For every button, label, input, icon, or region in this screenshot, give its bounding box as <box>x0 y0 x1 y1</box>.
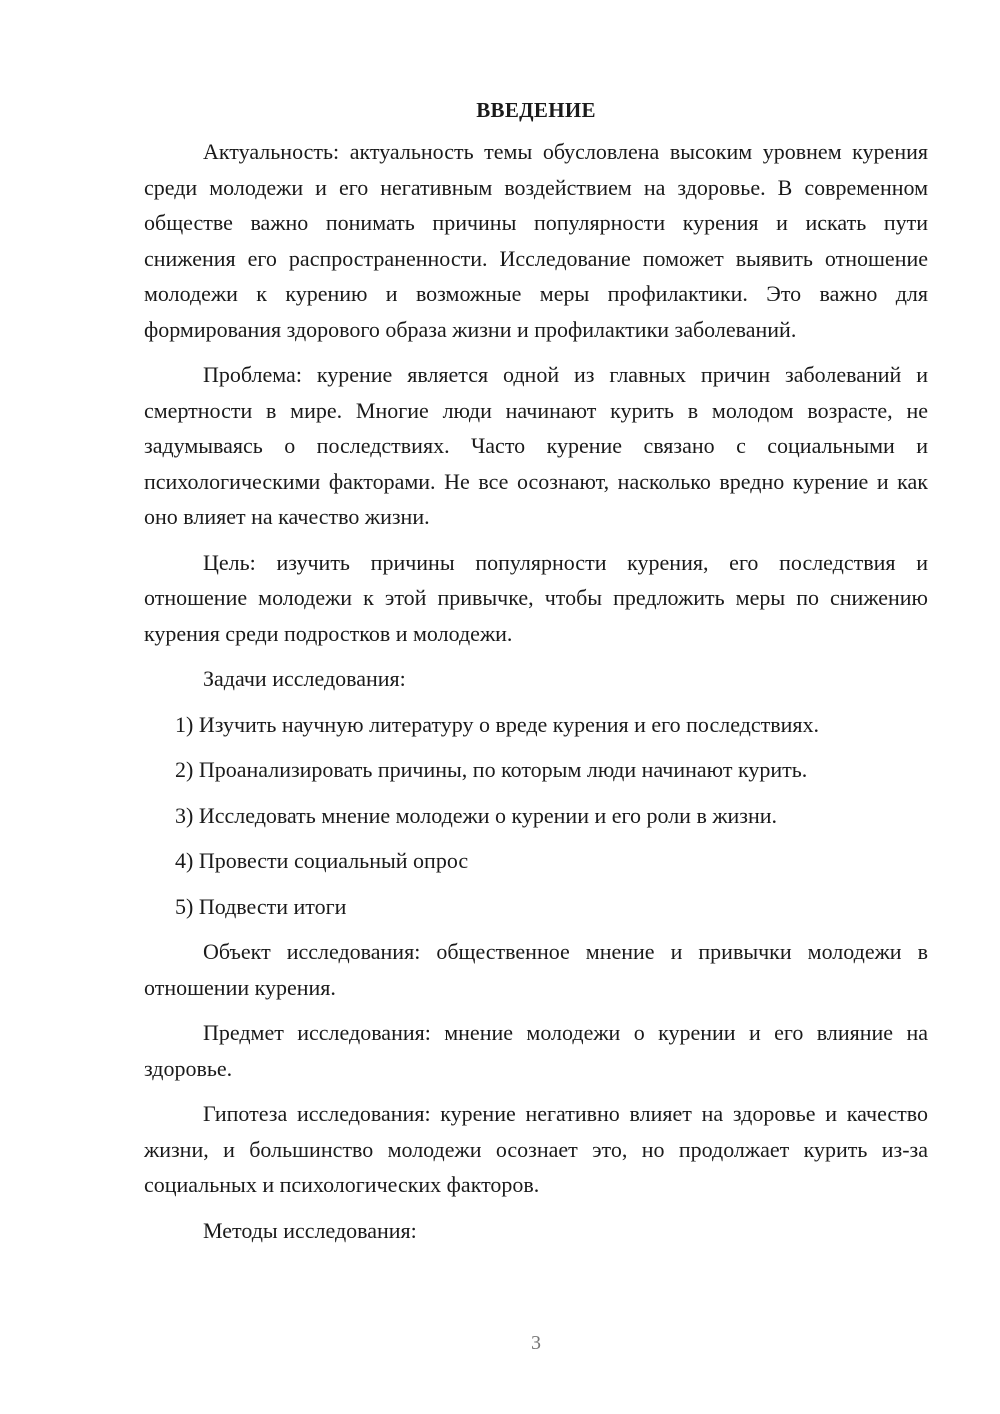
document-page <box>144 92 928 1258</box>
task-item: 4) Провести социальный опрос <box>175 848 469 873</box>
task-item: 3) Исследовать мнение молодежи о курении и его роли в жизни. <box>175 802 778 828</box>
methods-heading: Методы исследования: <box>203 1217 417 1243</box>
relevance-paragraph: Актуальность: актуальность темы обусловлена высоким уровнем курения среди молодежи и его негативным воздействием на здоровье. В современном обществе важно понимать причины популярности курения и искать пути снижения его распространенности. Исследование поможет выявить отношение молодежи к курению и возможные меры профилактики. Это важно для формирования здорового образа жизни и профилактики заболеваний. <box>144 139 928 342</box>
subject-paragraph: Предмет исследования: мнение молодежи о курении и его влияние на здоровье. <box>144 1020 928 1081</box>
page-number: 3 <box>531 1332 541 1354</box>
task-item: 2) Проанализировать причины, по которым люди начинают курить. <box>175 757 808 782</box>
tasks-heading: Задачи исследования: <box>203 666 406 691</box>
task-item: 5) Подвести итоги <box>175 893 347 919</box>
object-paragraph: Объект исследования: общественное мнение и привычки молодежи в отношении курения. <box>144 939 928 1000</box>
task-item: 1) Изучить научную литературу о вреде курения и его последствиях. <box>175 711 820 737</box>
page-title: ВВЕДЕНИЕ <box>476 98 596 122</box>
tasks-list <box>144 707 928 925</box>
hypothesis-paragraph: Гипотеза исследования: курение негативно влияет на здоровье и качество жизни, и большинство молодежи осознает это, но продолжает курить из-за социальных и психологических факторов. <box>144 1101 928 1197</box>
problem-paragraph: Проблема: курение является одной из главных причин заболеваний и смертности в мире. Многие люди начинают курить в молодом возрасте, не задумываясь о последствиях. Часто курение связано с социальными и психологическими факторами. Не все осознают, насколько вредно курение и как оно влияет на качество жизни. <box>144 362 928 529</box>
goal-paragraph: Цель: изучить причины популярности курения, его последствия и отношение молодежи к этой привычке, чтобы предложить меры по снижению курения среди подростков и молодежи. <box>144 549 928 646</box>
